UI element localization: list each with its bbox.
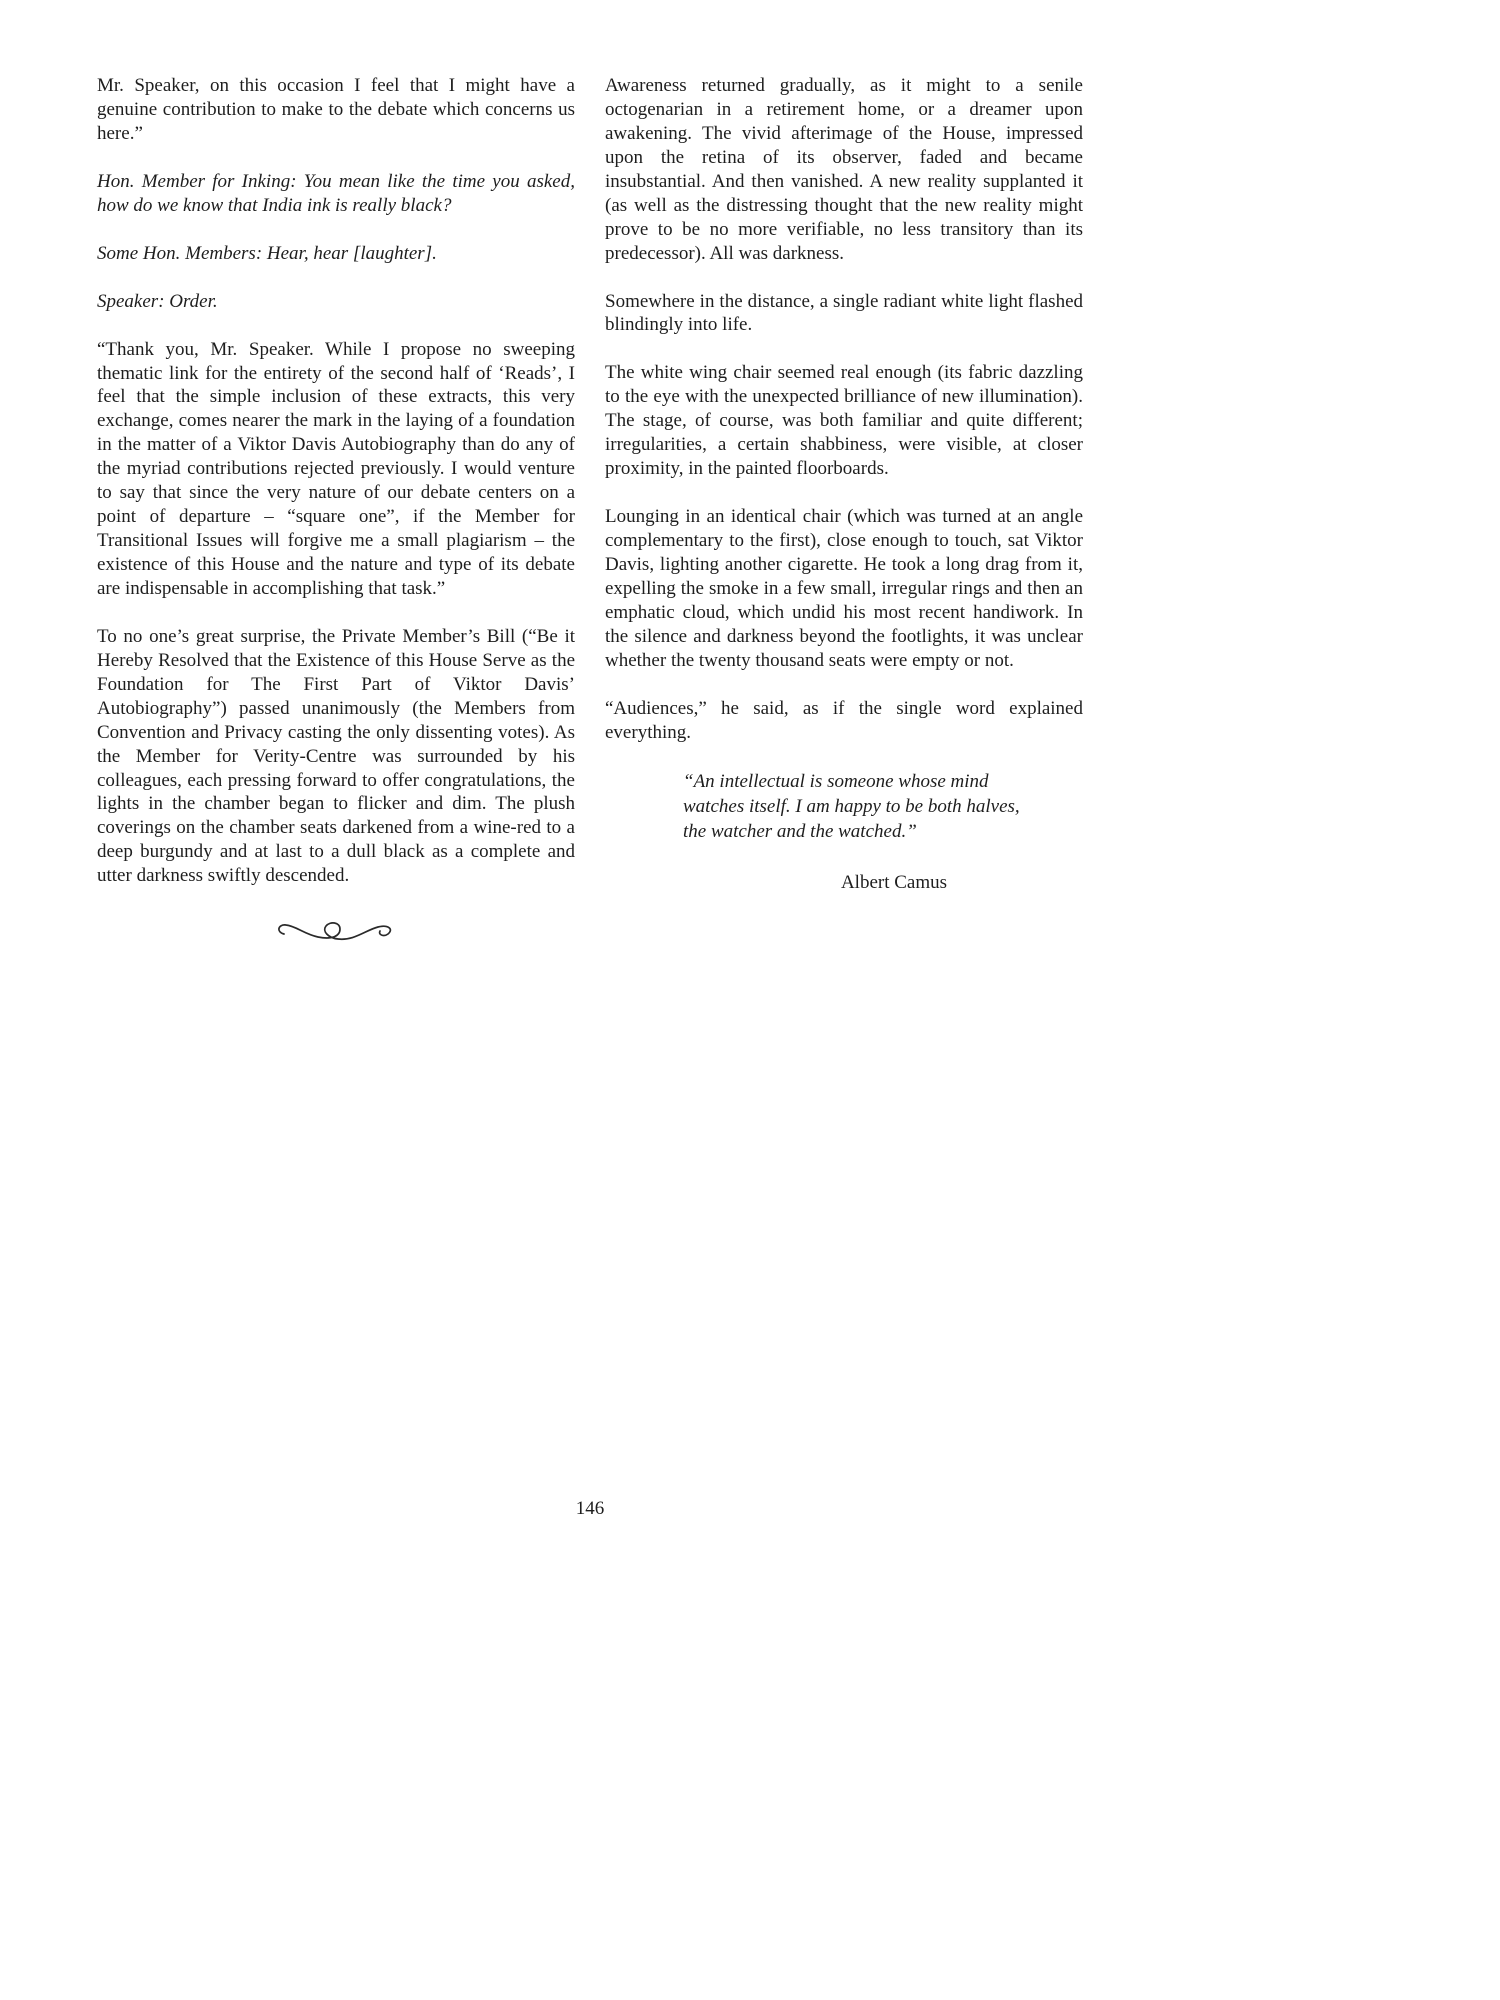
paragraph: Somewhere in the distance, a single radiant white light flashed blindingly into life. (605, 290, 1083, 336)
paragraph: The white wing chair seemed real enough (its fabric dazzling to the eye with the unexpected brilliance of new illumination). The stage, of course, was both familiar and quite different; irregularities, a certain shabbiness, were visible, at closer proximity, in the painted floorboards. (605, 362, 1083, 480)
paragraph-stage-direction: Some Hon. Members: Hear, hear [laughter]. (97, 242, 437, 264)
right-column (605, 74, 1083, 955)
quote-attribution: Albert Camus (840, 871, 948, 893)
blockquote-text: “An intellectual is someone whose mind watches itself. I am happy to be both halves, the watcher and the watched.” (683, 770, 1020, 842)
paragraph-stage-direction: Speaker: Order. (97, 290, 218, 312)
paragraph: Awareness returned gradually, as it might to a senile octogenarian in a retirement home, or a dreamer upon awakening. The vivid afterimage of the House, impressed upon the retina of its observer, faded and became insubstantial. And then vanished. A new reality supplanted it (as well as the distressing thought that the new reality might prove to be no more verifiable, no less transitory than its predecessor). All was darkness. (605, 75, 1083, 264)
blockquote (683, 769, 1035, 895)
paragraph: “Thank you, Mr. Speaker. While I propose no sweeping thematic link for the entirety of the second half of ‘Reads’, I feel that the simple inclusion of these extracts, this very exchange, comes nearer the mark in the laying of a foundation in the matter of a Viktor Davis Autobiography than do any of the myriad contributions rejected previously. I would venture to say that since the very nature of our debate centers on a point of departure – “square one”, if the Member for Transitional Issues will forgive me a small plagiarism – the existence of this House and the nature and type of its debate are indispensable in accomplishing that task.” (97, 338, 575, 599)
paragraph: Lounging in an identical chair (which was turned at an angle complementary to the first), close enough to touch, sat Viktor Davis, lighting another cigarette. He took a long drag from it, expelling the smoke in a few small, irregular rings and then an emphatic cloud, which undid his most recent handiwork. In the silence and darkness beyond the footlights, it was unclear whether the twenty thousand seats were empty or not. (605, 506, 1083, 671)
two-column-text-block (97, 74, 1083, 955)
page-number: 146 (575, 1498, 605, 1519)
left-column (97, 74, 575, 955)
paragraph: “Audiences,” he said, as if the single word explained everything. (605, 697, 1083, 743)
paragraph-stage-direction: Hon. Member for Inking: You mean like the time you asked, how do we know that India ink is really black? (97, 170, 575, 216)
paragraph: To no one’s great surprise, the Private Member’s Bill (“Be it Hereby Resolved that the Existence of this House Serve as the Foundation for The First Part of Viktor Davis’ Autobiography”) passed unanimously (the Members from Convention and Privacy casting the only dissenting votes). As the Member for Verity-Centre was surrounded by his colleagues, each pressing forward to offer congratulations, the lights in the chamber began to flicker and dim. The plush coverings on the chamber seats darkened from a wine-red to a deep burgundy and at last to a dull black as a complete and utter darkness swiftly descended. (97, 625, 575, 887)
section-divider (97, 912, 575, 955)
flourish-icon (274, 912, 398, 948)
paragraph: Mr. Speaker, on this occasion I feel that I might have a genuine contribution to make to the debate which concerns us here.” (97, 75, 575, 144)
